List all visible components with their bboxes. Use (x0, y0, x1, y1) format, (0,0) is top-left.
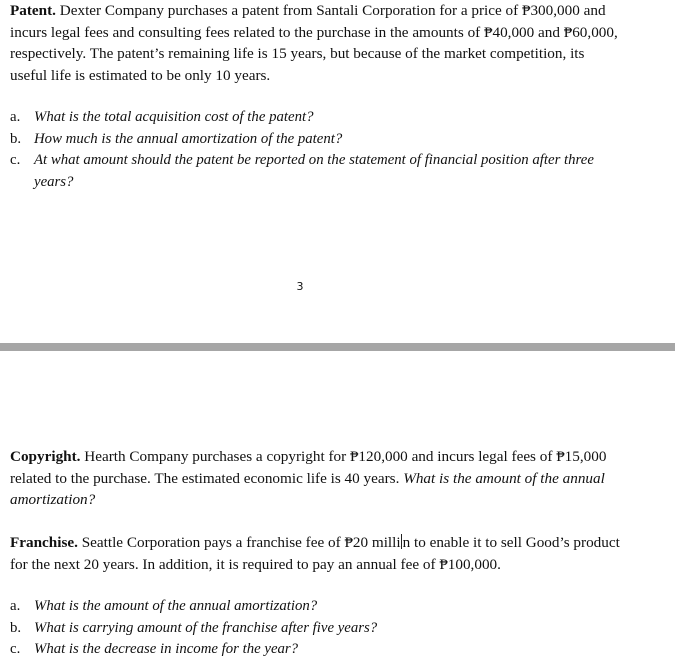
franchise-text-end: n to enable it to sell Good’s product for the next 20 years. In addition, it is required to pay an annual fee of ₱100,000. (10, 534, 620, 573)
question-text: At what amount should the patent be reported on the statement of financial position after three years? (34, 152, 594, 190)
question-text: What is the decrease in income for the year? (34, 641, 299, 657)
question-text: What is the amount of the annual amortization? (34, 598, 318, 614)
question-marker: b. (10, 130, 22, 147)
copyright-text: Hearth Company purchases a copyright for ₱120,000 and incurs legal fees of ₱15,000 related to the purchase. The estimated economic life is 40 years. (10, 448, 607, 487)
page-number: 3 (296, 280, 304, 293)
question-marker: a. (10, 598, 21, 614)
franchise-question-b (10, 618, 630, 640)
franchise-question-c (10, 639, 630, 661)
question-marker: c. (10, 152, 21, 168)
question-text: How much is the annual amortization of the patent? (34, 130, 343, 147)
franchise-questions (10, 596, 630, 661)
patent-question-c (10, 150, 630, 193)
copyright-paragraph (10, 446, 622, 511)
question-marker: c. (10, 641, 21, 657)
franchise-question-a (10, 596, 630, 618)
franchise-text-start: Seattle Corporation pays a franchise fee of ₱20 milli (81, 534, 401, 551)
patent-text: Dexter Company purchases a patent from Santali Corporation for a price of ₱300,000 and incurs legal fees and consulting fees related to the purchase in the amounts of ₱40,000 and ₱60,000, respectively. The patent’s remaining life is 15 years, but because of the market competition, its useful life is estimated to be only 10 years. (10, 2, 618, 84)
patent-paragraph (10, 0, 622, 86)
patent-questions (10, 107, 630, 193)
patent-question-b (10, 129, 630, 151)
patent-question-a (10, 107, 630, 129)
patent-heading: Patent. (10, 2, 56, 19)
question-text: What is the total acquisition cost of the patent? (34, 109, 314, 125)
question-text: What is carrying amount of the franchise after five years? (34, 619, 378, 636)
franchise-heading: Franchise. (10, 534, 78, 551)
question-marker: a. (10, 109, 21, 125)
franchise-paragraph (10, 532, 622, 575)
document-page-2 (0, 351, 675, 669)
page-separator (0, 343, 675, 351)
question-marker: b. (10, 619, 22, 636)
copyright-question: What is the amount of the annual amortization? (10, 469, 605, 508)
copyright-heading: Copyright. (10, 448, 81, 465)
